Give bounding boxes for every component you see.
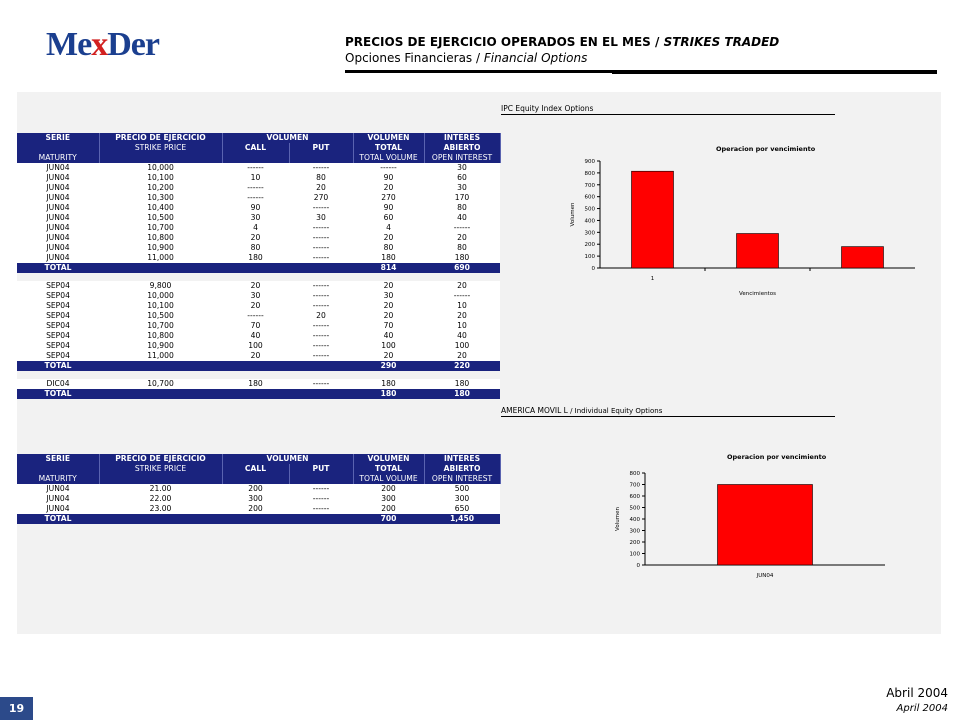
total-blank: [99, 389, 222, 399]
bar: [718, 485, 813, 566]
col-open-interest: OPEN INTEREST: [424, 153, 500, 163]
cell-call: 30: [222, 291, 289, 301]
cell-total-volume: 300: [353, 494, 424, 504]
spacer-cell: [424, 273, 500, 281]
cell-strike: 10,800: [99, 233, 222, 243]
cell-maturity: JUN04: [17, 213, 99, 223]
amx-options-table: [17, 454, 501, 524]
y-tick-label: 100: [629, 551, 640, 558]
cell-call: 30: [222, 213, 289, 223]
cell-maturity: JUN04: [17, 233, 99, 243]
y-tick-label: 0: [636, 563, 640, 569]
cell-put: ------: [289, 301, 353, 311]
cell-open-interest: 500: [424, 484, 500, 494]
col-precio: PRECIO DE EJERCICIO: [99, 133, 222, 143]
cell-put: 20: [289, 311, 353, 321]
cell-strike: 10,400: [99, 203, 222, 213]
cell-open-interest: 180: [424, 379, 500, 389]
y-tick-label: 300: [584, 230, 595, 237]
x-tick-label: JUN04: [756, 573, 774, 579]
chart2-title: Operacion por vencimiento: [727, 453, 827, 461]
cell-strike: 10,900: [99, 243, 222, 253]
cell-open-interest: 30: [424, 183, 500, 193]
cell-call: 100: [222, 341, 289, 351]
x-tick-label: 1: [650, 276, 655, 282]
header-row: [17, 143, 500, 153]
cell-strike: 10,900: [99, 341, 222, 351]
total-blank: [289, 514, 353, 524]
cell-total-volume: 20: [353, 281, 424, 291]
cell-strike: 10,500: [99, 311, 222, 321]
cell-call: ------: [222, 311, 289, 321]
col-interes: INTERES: [424, 133, 500, 143]
spacer-cell: [353, 371, 424, 379]
cell-call: ------: [222, 183, 289, 193]
cell-call: 20: [222, 301, 289, 311]
cell-strike: 10,500: [99, 213, 222, 223]
chart1-title: Operacion por vencimiento: [716, 145, 816, 153]
total-oi-value: 690: [424, 263, 500, 273]
cell-total-volume: 40: [353, 331, 424, 341]
total-oi-value: 1,450: [424, 514, 500, 524]
x-axis-label: Vencimientos: [739, 291, 776, 297]
amx-section-title: AMERICA MOVIL L / Individual Equity Options: [501, 406, 663, 415]
cell-total-volume: 20: [353, 351, 424, 361]
total-blank: [289, 361, 353, 371]
spacer-cell: [222, 371, 289, 379]
col-strike-price: STRIKE PRICE: [99, 464, 222, 474]
table-row: [17, 243, 500, 253]
cell-strike: 10,000: [99, 163, 222, 173]
total-volume-value: 700: [353, 514, 424, 524]
cell-put: ------: [289, 253, 353, 263]
cell-strike: 21.00: [99, 484, 222, 494]
cell-total-volume: 80: [353, 243, 424, 253]
col-blank: [222, 474, 289, 484]
header-rule-thin: [612, 73, 937, 74]
cell-call: 10: [222, 173, 289, 183]
col-blank: [99, 153, 222, 163]
y-tick-label: 700: [584, 182, 595, 189]
table-row: [17, 341, 500, 351]
table-row: [17, 484, 500, 494]
bar: [632, 171, 674, 268]
y-tick-label: 400: [584, 218, 595, 225]
cell-open-interest: 40: [424, 331, 500, 341]
cell-total-volume: 180: [353, 379, 424, 389]
cell-maturity: SEP04: [17, 341, 99, 351]
cell-call: 40: [222, 331, 289, 341]
total-label: TOTAL: [17, 514, 99, 524]
total-row: [17, 514, 500, 524]
cell-put: ------: [289, 223, 353, 233]
total-blank: [99, 514, 222, 524]
cell-put: 80: [289, 173, 353, 183]
cell-maturity: SEP04: [17, 301, 99, 311]
total-volume-value: 814: [353, 263, 424, 273]
cell-total-volume: 180: [353, 253, 424, 263]
cell-put: ------: [289, 484, 353, 494]
total-blank: [289, 389, 353, 399]
cell-maturity: JUN04: [17, 504, 99, 514]
cell-put: 20: [289, 183, 353, 193]
cell-call: 20: [222, 351, 289, 361]
cell-put: ------: [289, 321, 353, 331]
title-es: PRECIOS DE EJERCICIO OPERADOS EN EL MES: [345, 35, 651, 49]
cell-put: ------: [289, 281, 353, 291]
y-tick-label: 600: [629, 494, 640, 500]
col-blank: [289, 153, 353, 163]
cell-maturity: JUN04: [17, 173, 99, 183]
table-row: [17, 331, 500, 341]
y-tick-label: 600: [584, 194, 595, 201]
cell-strike: 10,300: [99, 193, 222, 203]
total-label: TOTAL: [17, 263, 99, 273]
cell-maturity: SEP04: [17, 331, 99, 341]
cell-open-interest: 170: [424, 193, 500, 203]
cell-strike: 11,000: [99, 351, 222, 361]
table-row: [17, 253, 500, 263]
y-tick-label: 200: [584, 242, 595, 249]
total-volume-value: 180: [353, 389, 424, 399]
col-maturity: MATURITY: [17, 474, 99, 484]
cell-put: ------: [289, 331, 353, 341]
table-row: [17, 494, 500, 504]
table-row: [17, 173, 500, 183]
y-tick-label: 200: [629, 540, 640, 546]
table-row: [17, 193, 500, 203]
cell-total-volume: 20: [353, 311, 424, 321]
col-precio: PRECIO DE EJERCICIO: [99, 454, 222, 464]
table-row: [17, 163, 500, 173]
ipc-options-table: [17, 133, 501, 399]
table-row: [17, 504, 500, 514]
ipc-section-title: IPC Equity Index Options: [501, 104, 594, 113]
chart1-ipc-volume: [555, 150, 935, 310]
cell-maturity: JUN04: [17, 203, 99, 213]
y-axis-label: Volumen: [570, 202, 576, 227]
cell-total-volume: 270: [353, 193, 424, 203]
cell-strike: 10,000: [99, 291, 222, 301]
y-tick-label: 500: [629, 505, 640, 512]
cell-total-volume: 30: [353, 291, 424, 301]
bar: [737, 234, 779, 268]
col-volumen-total: VOLUMEN: [353, 133, 424, 143]
spacer-cell: [424, 371, 500, 379]
cell-put: ------: [289, 351, 353, 361]
col-total-volume: TOTAL VOLUME: [353, 474, 424, 484]
table-row: [17, 233, 500, 243]
col-strike-price: STRIKE PRICE: [99, 143, 222, 153]
cell-open-interest: 20: [424, 281, 500, 291]
spacer-cell: [17, 273, 99, 281]
header-row: [17, 133, 500, 143]
col-call: CALL: [222, 464, 289, 474]
cell-put: ------: [289, 494, 353, 504]
cell-open-interest: 20: [424, 311, 500, 321]
cell-strike: 10,100: [99, 173, 222, 183]
total-blank: [99, 361, 222, 371]
table-row: [17, 291, 500, 301]
col-serie: SERIE: [17, 133, 99, 143]
cell-strike: 22.00: [99, 494, 222, 504]
table-row: [17, 213, 500, 223]
table-row: [17, 183, 500, 193]
spacer-cell: [289, 371, 353, 379]
col-total-volume: TOTAL VOLUME: [353, 153, 424, 163]
cell-call: ------: [222, 163, 289, 173]
cell-strike: 10,700: [99, 321, 222, 331]
cell-maturity: SEP04: [17, 281, 99, 291]
total-oi-value: 180: [424, 389, 500, 399]
cell-maturity: JUN04: [17, 253, 99, 263]
cell-maturity: SEP04: [17, 311, 99, 321]
y-tick-label: 800: [629, 471, 640, 477]
table-row: [17, 351, 500, 361]
cell-call: 300: [222, 494, 289, 504]
cell-open-interest: 60: [424, 173, 500, 183]
total-blank: [222, 263, 289, 273]
header-row: [17, 474, 500, 484]
cell-put: ------: [289, 243, 353, 253]
cell-total-volume: 90: [353, 203, 424, 213]
cell-call: 90: [222, 203, 289, 213]
table-row: [17, 379, 500, 389]
cell-maturity: JUN04: [17, 223, 99, 233]
col-total: TOTAL: [353, 464, 424, 474]
spacer-cell: [222, 273, 289, 281]
cell-call: 180: [222, 379, 289, 389]
cell-open-interest: 80: [424, 243, 500, 253]
cell-call: 20: [222, 233, 289, 243]
subtitle-en: Financial Options: [483, 51, 588, 65]
cell-maturity: DIC04: [17, 379, 99, 389]
total-blank: [222, 389, 289, 399]
col-open-interest: OPEN INTEREST: [424, 474, 500, 484]
header-row: [17, 454, 500, 464]
cell-call: 200: [222, 484, 289, 494]
spacer-cell: [353, 273, 424, 281]
spacer-cell: [99, 273, 222, 281]
total-row: [17, 389, 500, 399]
y-tick-label: 300: [629, 528, 640, 535]
mexder-logo: MexDer: [46, 26, 159, 63]
total-blank: [289, 263, 353, 273]
total-blank: [222, 361, 289, 371]
cell-put: ------: [289, 504, 353, 514]
cell-put: ------: [289, 291, 353, 301]
cell-strike: 10,800: [99, 331, 222, 341]
cell-call: 180: [222, 253, 289, 263]
cell-strike: 11,000: [99, 253, 222, 263]
cell-call: 20: [222, 281, 289, 291]
table-row: [17, 223, 500, 233]
cell-put: 270: [289, 193, 353, 203]
y-tick-label: 800: [584, 170, 595, 177]
cell-strike: 10,700: [99, 379, 222, 389]
chart2-amx-volume: [600, 463, 900, 593]
cell-maturity: SEP04: [17, 291, 99, 301]
cell-total-volume: 100: [353, 341, 424, 351]
spacer-row: [17, 371, 500, 379]
cell-open-interest: 30: [424, 163, 500, 173]
cell-total-volume: 60: [353, 213, 424, 223]
cell-open-interest: 10: [424, 301, 500, 311]
cell-open-interest: 100: [424, 341, 500, 351]
table-row: [17, 281, 500, 291]
table-row: [17, 321, 500, 331]
y-tick-label: 700: [629, 482, 640, 489]
col-volumen: VOLUMEN: [222, 454, 353, 464]
page-number: 19: [0, 697, 33, 720]
col-put: PUT: [289, 464, 353, 474]
bar: [842, 247, 884, 268]
total-label: TOTAL: [17, 389, 99, 399]
cell-total-volume: 200: [353, 484, 424, 494]
total-row: [17, 263, 500, 273]
cell-maturity: JUN04: [17, 163, 99, 173]
cell-open-interest: 10: [424, 321, 500, 331]
total-blank: [222, 514, 289, 524]
y-tick-label: 900: [584, 159, 595, 165]
y-tick-label: 400: [629, 517, 640, 523]
col-blank: [289, 474, 353, 484]
cell-strike: 23.00: [99, 504, 222, 514]
cell-call: 80: [222, 243, 289, 253]
cell-maturity: JUN04: [17, 484, 99, 494]
cell-call: 70: [222, 321, 289, 331]
cell-maturity: JUN04: [17, 183, 99, 193]
cell-call: ------: [222, 193, 289, 203]
cell-strike: 9,800: [99, 281, 222, 291]
table-row: [17, 301, 500, 311]
cell-total-volume: 20: [353, 301, 424, 311]
cell-total-volume: 4: [353, 223, 424, 233]
total-row: [17, 361, 500, 371]
cell-total-volume: ------: [353, 163, 424, 173]
cell-open-interest: 80: [424, 203, 500, 213]
cell-open-interest: 40: [424, 213, 500, 223]
cell-strike: 10,100: [99, 301, 222, 311]
spacer-row: [17, 273, 500, 281]
header-row: [17, 153, 500, 163]
cell-maturity: JUN04: [17, 494, 99, 504]
col-call: CALL: [222, 143, 289, 153]
cell-open-interest: 650: [424, 504, 500, 514]
col-blank: [17, 143, 99, 153]
cell-put: ------: [289, 163, 353, 173]
col-put: PUT: [289, 143, 353, 153]
cell-open-interest: 20: [424, 351, 500, 361]
title-en: STRIKES TRADED: [663, 35, 780, 49]
spacer-cell: [289, 273, 353, 281]
cell-total-volume: 20: [353, 183, 424, 193]
spacer-cell: [99, 371, 222, 379]
col-interes: INTERES: [424, 454, 500, 464]
cell-maturity: JUN04: [17, 193, 99, 203]
total-blank: [99, 263, 222, 273]
cell-total-volume: 200: [353, 504, 424, 514]
col-abierto: ABIERTO: [424, 143, 500, 153]
cell-call: 200: [222, 504, 289, 514]
subtitle-es: Opciones Financieras: [345, 51, 473, 65]
cell-put: ------: [289, 341, 353, 351]
cell-total-volume: 20: [353, 233, 424, 243]
col-blank: [17, 464, 99, 474]
col-abierto: ABIERTO: [424, 464, 500, 474]
y-tick-label: 100: [584, 254, 595, 261]
cell-open-interest: ------: [424, 291, 500, 301]
cell-strike: 10,200: [99, 183, 222, 193]
cell-maturity: SEP04: [17, 351, 99, 361]
header-row: [17, 464, 500, 474]
y-tick-label: 0: [591, 266, 595, 272]
cell-put: ------: [289, 379, 353, 389]
col-blank: [99, 474, 222, 484]
cell-total-volume: 70: [353, 321, 424, 331]
y-tick-label: 500: [584, 206, 595, 213]
cell-put: ------: [289, 233, 353, 243]
page-subtitle: Opciones Financieras / Financial Options: [345, 51, 588, 65]
cell-total-volume: 90: [353, 173, 424, 183]
col-blank: [222, 153, 289, 163]
date-es: Abril 2004: [886, 686, 948, 700]
cell-strike: 10,700: [99, 223, 222, 233]
cell-open-interest: ------: [424, 223, 500, 233]
cell-call: 4: [222, 223, 289, 233]
y-axis-label: Volumen: [615, 507, 621, 531]
cell-open-interest: 20: [424, 233, 500, 243]
date-en: April 2004: [896, 703, 948, 714]
ipc-section-rule: [501, 114, 835, 115]
col-total: TOTAL: [353, 143, 424, 153]
cell-open-interest: 180: [424, 253, 500, 263]
cell-put: 30: [289, 213, 353, 223]
col-serie: SERIE: [17, 454, 99, 464]
total-oi-value: 220: [424, 361, 500, 371]
cell-maturity: JUN04: [17, 243, 99, 253]
table-row: [17, 311, 500, 321]
page-title: PRECIOS DE EJERCICIO OPERADOS EN EL MES / STRIKES TRADED: [345, 35, 780, 49]
cell-maturity: SEP04: [17, 321, 99, 331]
col-maturity: MATURITY: [17, 153, 99, 163]
total-label: TOTAL: [17, 361, 99, 371]
total-volume-value: 290: [353, 361, 424, 371]
cell-open-interest: 300: [424, 494, 500, 504]
spacer-cell: [17, 371, 99, 379]
cell-put: ------: [289, 203, 353, 213]
col-volumen: VOLUMEN: [222, 133, 353, 143]
col-volumen-total: VOLUMEN: [353, 454, 424, 464]
amx-section-rule: [501, 416, 835, 417]
table-row: [17, 203, 500, 213]
